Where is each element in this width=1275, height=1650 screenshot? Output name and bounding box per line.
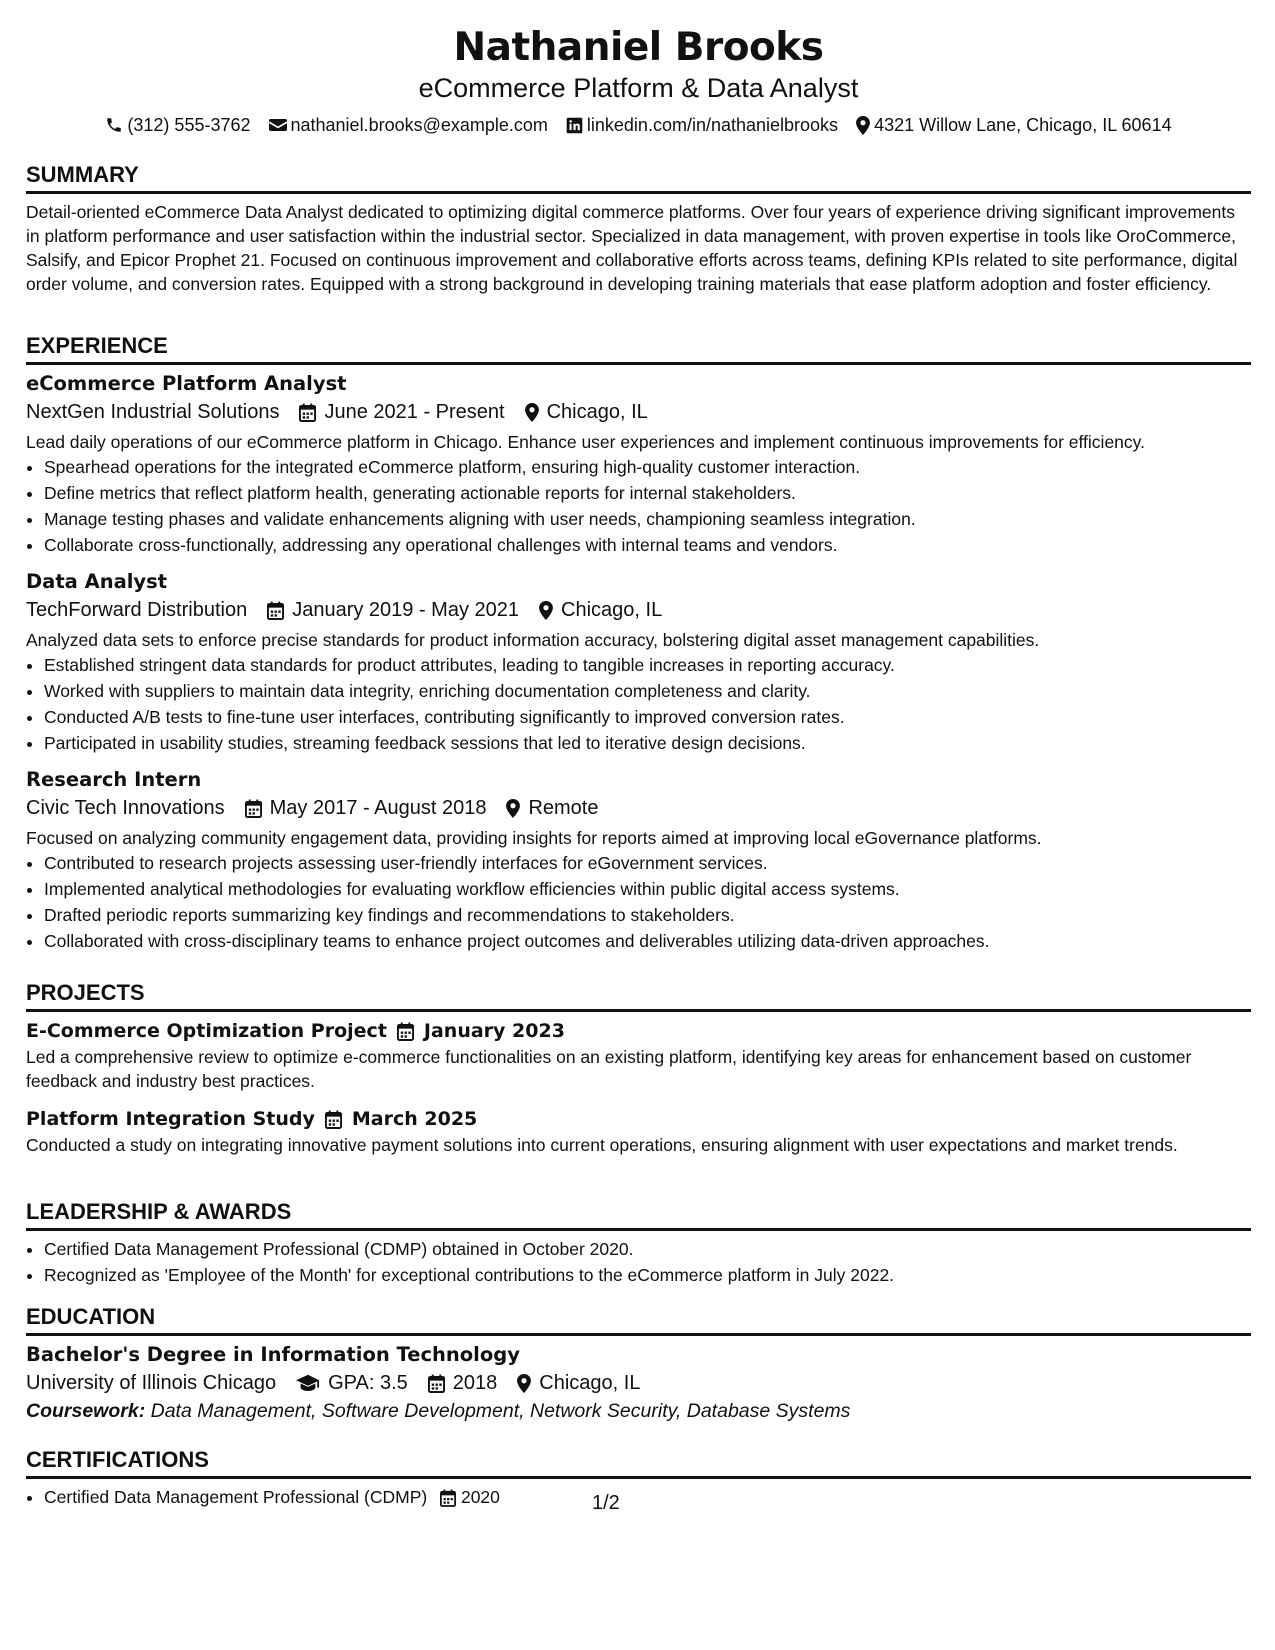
- certifications-section: [26, 1446, 1251, 1510]
- job-description: Lead daily operations of our eCommerce platform in Chicago. Enhance user experiences and implement continuous improvements for efficiency.: [26, 432, 1145, 452]
- calendar-icon: [428, 1374, 445, 1393]
- contact-linkedin[interactable]: [566, 114, 838, 136]
- project-description: Led a comprehensive review to optimize e-commerce functionalities on an existing platform, identifying key areas for enhancement based on customer feedback and industry best practices.: [26, 1047, 1192, 1091]
- phone-icon: [105, 116, 123, 134]
- list-item: • Define metrics that reflect platform health, generating actionable reports for internal stakeholders.: [44, 480, 1251, 506]
- certification-name: Certified Data Management Professional (CDMP): [44, 1487, 428, 1507]
- job-company: TechForward Distribution: [26, 599, 248, 621]
- calendar-icon: [245, 799, 262, 818]
- candidate-name: Nathaniel Brooks: [453, 25, 824, 70]
- job-dates: May 2017 - August 2018: [269, 797, 487, 819]
- job-meta: [26, 596, 1251, 624]
- map-pin-icon: [525, 403, 539, 422]
- project-name: E-Commerce Optimization Project: [26, 1020, 387, 1042]
- list-item: • Participated in usability studies, streaming feedback sessions that led to iterative design decisions.: [44, 730, 1251, 756]
- education-school: University of Illinois Chicago: [26, 1372, 277, 1394]
- section-heading-summary: SUMMARY: [26, 161, 1251, 194]
- section-heading-experience: EXPERIENCE: [26, 332, 1251, 365]
- map-pin-icon: [517, 1374, 531, 1393]
- list-item: [44, 1484, 1251, 1510]
- calendar-icon: [299, 403, 316, 422]
- job-entry: [26, 370, 1251, 558]
- linkedin-text: linkedin.com/in/nathanielbrooks: [586, 115, 839, 135]
- email-text: nathaniel.brooks@example.com: [290, 115, 548, 135]
- contact-address: [856, 114, 1172, 136]
- job-company: Civic Tech Innovations: [26, 797, 225, 819]
- summary-section: [26, 161, 1251, 296]
- certification-year: 2020: [460, 1487, 500, 1507]
- list-item: • Conducted A/B tests to fine-tune user interfaces, contributing significantly to improved conversion rates.: [44, 704, 1251, 730]
- coursework-text: Data Management, Software Development, Network Security, Database Systems: [150, 1400, 851, 1422]
- job-bullets: [26, 652, 1251, 756]
- list-item: • Spearhead operations for the integrated eCommerce platform, ensuring high-quality customer interaction.: [44, 454, 1251, 480]
- job-bullets: [26, 850, 1251, 954]
- address-text: 4321 Willow Lane, Chicago, IL 60614: [874, 115, 1172, 135]
- calendar-icon: [267, 601, 284, 620]
- education-section: [26, 1303, 1251, 1425]
- job-dates: June 2021 - Present: [324, 401, 505, 423]
- summary-text: Detail-oriented eCommerce Data Analyst dedicated to optimizing digital commerce platforms. Over four years of experience driving significant improvements in platform performance and user satisfaction within the industrial sector. Specialized in data management, with proven expertise in tools like OroCommerce, Salsify, and Epicor Prophet 21. Focused on continuous improvement and collaborative efforts across teams, defining KPIs related to site performance, digital order volume, and conversion rates. Equipped with a strong background in developing training materials that ease platform adoption and foster efficiency.: [26, 202, 1238, 294]
- phone-text: (312) 555-3762: [127, 115, 251, 135]
- section-heading-leadership: LEADERSHIP & AWARDS: [26, 1198, 1251, 1231]
- projects-section: [26, 979, 1251, 1157]
- page-indicator: 1/2: [592, 1492, 620, 1514]
- job-role: Research Intern: [26, 768, 202, 791]
- job-location: Remote: [528, 797, 599, 819]
- project-date: March 2025: [351, 1108, 478, 1130]
- leadership-section: [26, 1198, 1251, 1288]
- job-company: NextGen Industrial Solutions: [26, 401, 280, 423]
- list-item: • Implemented analytical methodologies for evaluating workflow efficiencies within public digital access systems.: [44, 876, 1251, 902]
- calendar-icon: [325, 1110, 342, 1129]
- list-item: • Manage testing phases and validate enhancements aligning with user needs, championing seamless integration.: [44, 506, 1251, 532]
- envelope-icon: [269, 117, 287, 133]
- experience-section: [26, 332, 1251, 954]
- job-entry: [26, 568, 1251, 756]
- education-location: Chicago, IL: [539, 1372, 641, 1394]
- section-heading-projects: PROJECTS: [26, 979, 1251, 1012]
- list-item: • Drafted periodic reports summarizing key findings and recommendations to stakeholders.: [44, 902, 1251, 928]
- section-heading-education: EDUCATION: [26, 1303, 1251, 1336]
- list-item: • Collaborated with cross-disciplinary teams to enhance project outcomes and deliverables utilizing data-driven approaches.: [44, 928, 1251, 954]
- job-entry: [26, 766, 1251, 954]
- contact-bar: [26, 114, 1251, 136]
- map-pin-icon: [539, 601, 553, 620]
- leadership-list: [26, 1236, 1251, 1288]
- calendar-icon: [397, 1022, 414, 1041]
- list-item: • Certified Data Management Professional (CDMP) obtained in October 2020.: [44, 1236, 1251, 1262]
- job-meta: [26, 398, 1251, 426]
- section-heading-certifications: CERTIFICATIONS: [26, 1446, 1251, 1479]
- project-entry: [26, 1017, 1251, 1093]
- contact-email[interactable]: [269, 114, 548, 136]
- linkedin-icon: [566, 117, 583, 134]
- job-role: Data Analyst: [26, 570, 168, 593]
- project-header: [26, 1017, 1251, 1045]
- certifications-list: [26, 1484, 1251, 1510]
- map-pin-icon: [856, 116, 870, 135]
- project-name: Platform Integration Study: [26, 1108, 315, 1130]
- education-meta: [26, 1369, 1251, 1397]
- job-location: Chicago, IL: [561, 599, 663, 621]
- project-date: January 2023: [423, 1020, 565, 1042]
- job-dates: January 2019 - May 2021: [292, 599, 520, 621]
- job-description: Focused on analyzing community engagement data, providing insights for reports aimed at improving local eGovernance platforms.: [26, 828, 1042, 848]
- job-meta: [26, 794, 1251, 822]
- list-item: • Established stringent data standards for product attributes, leading to tangible increases in reporting accuracy.: [44, 652, 1251, 678]
- contact-phone[interactable]: [105, 114, 250, 136]
- calendar-icon: [440, 1489, 456, 1507]
- resume-page: [26, 0, 1251, 1507]
- candidate-title: eCommerce Platform & Data Analyst: [418, 73, 859, 103]
- graduation-cap-icon: [296, 1374, 320, 1392]
- list-item: • Contributed to research projects assessing user-friendly interfaces for eGovernment services.: [44, 850, 1251, 876]
- education-gpa: GPA: 3.5: [328, 1372, 408, 1394]
- project-header: [26, 1105, 1251, 1133]
- job-description: Analyzed data sets to enforce precise standards for product information accuracy, bolstering digital asset management capabilities.: [26, 630, 1040, 650]
- list-item: • Worked with suppliers to maintain data integrity, enriching documentation completeness and clarity.: [44, 678, 1251, 704]
- resume-header: [26, 26, 1251, 136]
- list-item: • Collaborate cross-functionally, addressing any operational challenges with internal teams and vendors.: [44, 532, 1251, 558]
- project-description: Conducted a study on integrating innovative payment solutions into current operations, ensuring alignment with user expectations and market trends.: [26, 1135, 1178, 1155]
- list-item: • Recognized as 'Employee of the Month' for exceptional contributions to the eCommerce platform in July 2022.: [44, 1262, 1251, 1288]
- job-bullets: [26, 454, 1251, 558]
- map-pin-icon: [506, 799, 520, 818]
- job-location: Chicago, IL: [546, 401, 648, 423]
- coursework-label: Coursework:: [26, 1400, 146, 1422]
- project-entry: [26, 1105, 1251, 1157]
- job-role: eCommerce Platform Analyst: [26, 372, 347, 395]
- education-coursework: [26, 1397, 1251, 1425]
- education-degree: Bachelor's Degree in Information Technology: [26, 1343, 520, 1366]
- education-year: 2018: [452, 1372, 498, 1394]
